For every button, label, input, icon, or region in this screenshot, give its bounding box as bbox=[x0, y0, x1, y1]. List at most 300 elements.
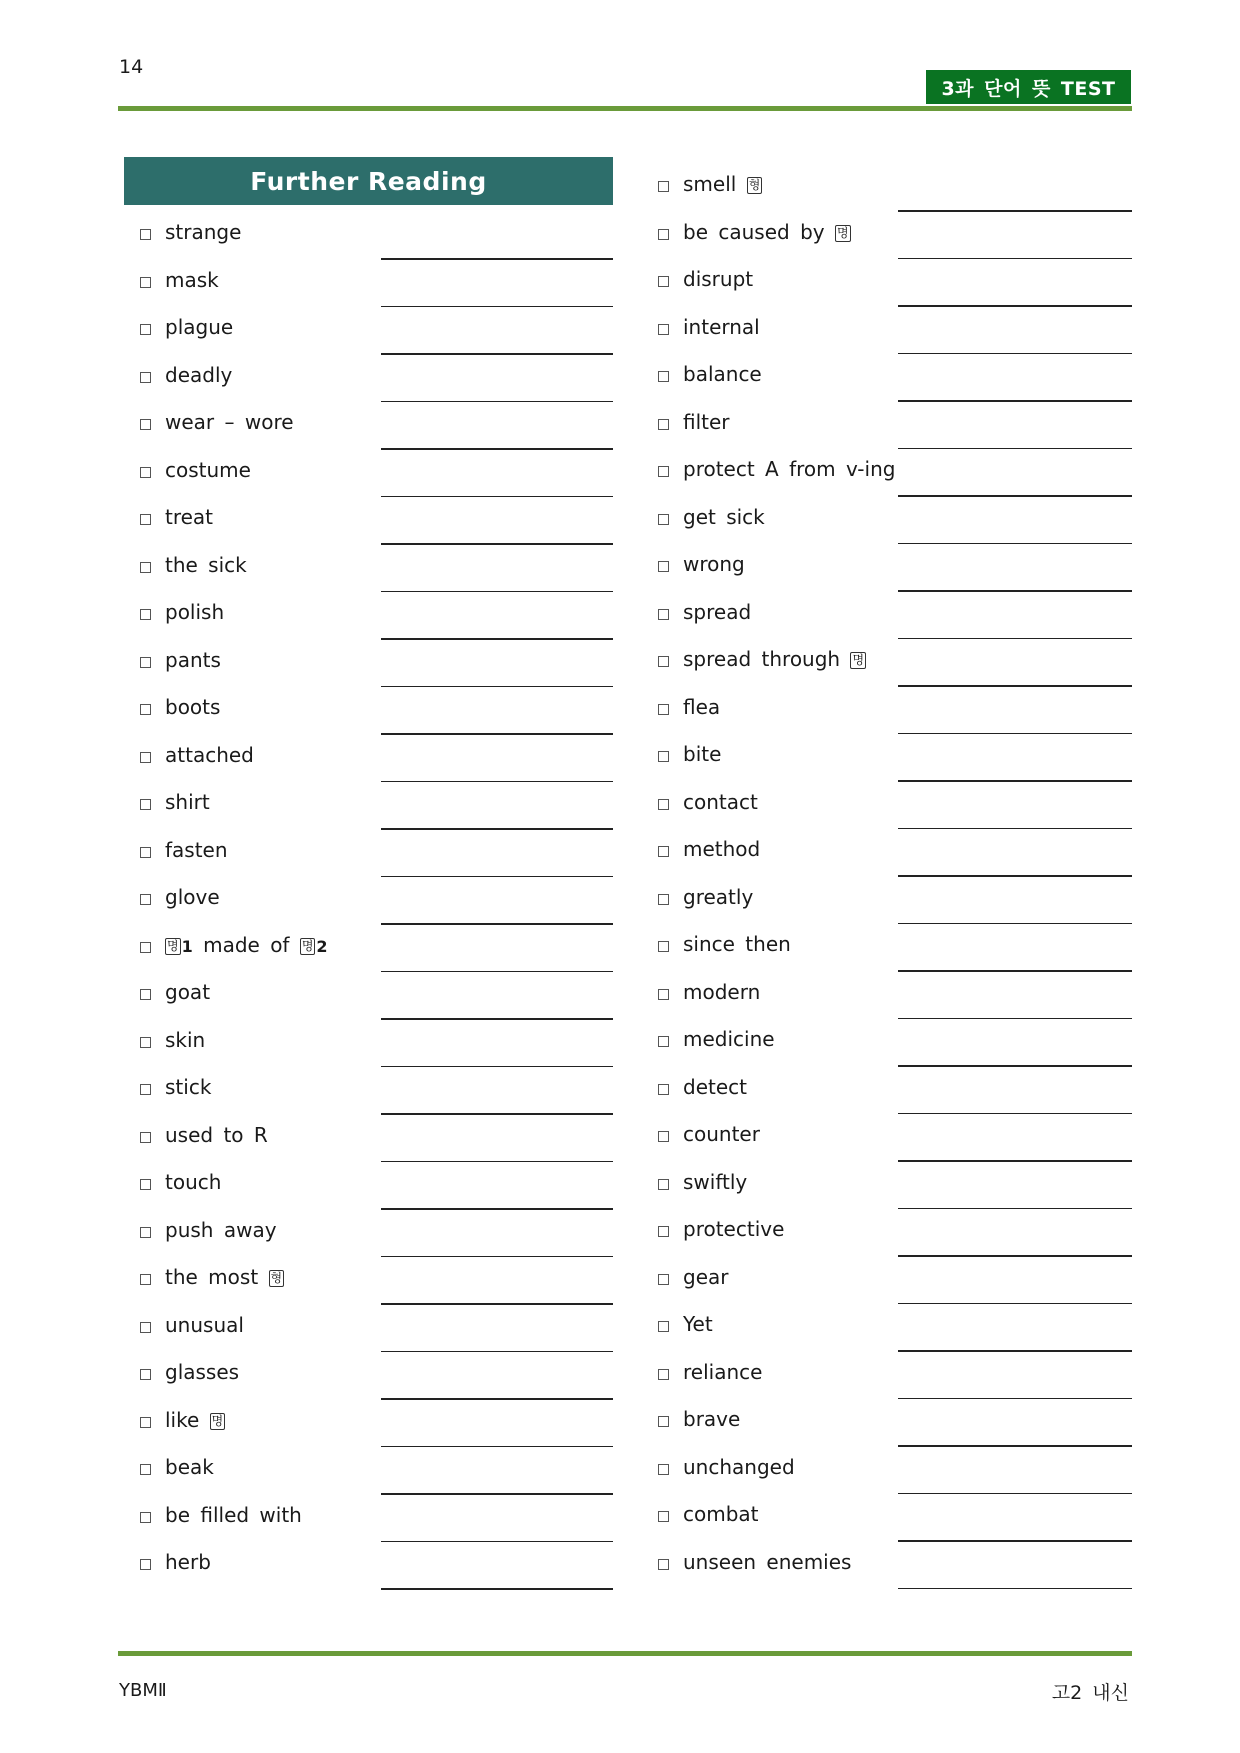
vocab-row bbox=[658, 1354, 1132, 1402]
answer-blank[interactable] bbox=[381, 638, 613, 640]
vocab-word bbox=[683, 1455, 795, 1479]
answer-blank[interactable] bbox=[898, 1493, 1132, 1495]
vocab-row bbox=[140, 1402, 613, 1450]
vocab-row bbox=[140, 689, 613, 737]
vocab-text: detect bbox=[683, 1074, 747, 1099]
vocab-text: gear bbox=[683, 1264, 729, 1289]
answer-blank[interactable] bbox=[898, 1540, 1132, 1542]
answer-blank[interactable] bbox=[381, 781, 613, 783]
vocab-row bbox=[140, 1117, 613, 1165]
vocab-text: beak bbox=[165, 1455, 214, 1479]
checkbox[interactable] bbox=[140, 324, 151, 335]
vocab-text: filter bbox=[683, 409, 730, 434]
vocab-row bbox=[658, 784, 1132, 832]
vocab-row bbox=[658, 499, 1132, 547]
answer-blank[interactable] bbox=[898, 828, 1132, 830]
vocab-text: deadly bbox=[165, 362, 233, 387]
checkbox[interactable] bbox=[140, 419, 151, 430]
vocab-row bbox=[658, 1544, 1132, 1592]
vocab-text: spread through bbox=[683, 647, 841, 671]
vocab-word bbox=[165, 933, 328, 957]
vocab-text: counter bbox=[683, 1122, 760, 1146]
answer-blank[interactable] bbox=[381, 1303, 613, 1305]
vocab-row bbox=[658, 1164, 1132, 1212]
answer-blank[interactable] bbox=[898, 305, 1132, 307]
vocab-word bbox=[683, 980, 760, 1004]
vocab-text: disrupt bbox=[683, 267, 754, 291]
vocab-text: polish bbox=[165, 600, 225, 624]
vocab-word bbox=[165, 743, 254, 767]
answer-blank[interactable] bbox=[898, 1113, 1132, 1115]
answer-blank[interactable] bbox=[898, 400, 1132, 402]
vocab-text: medicine bbox=[683, 1027, 775, 1051]
answer-blank[interactable] bbox=[898, 495, 1132, 497]
vocab-word bbox=[165, 1265, 284, 1289]
vocab-word bbox=[165, 1170, 221, 1194]
noun-tag: 명 bbox=[836, 225, 849, 240]
answer-blank[interactable] bbox=[381, 876, 613, 878]
answer-blank[interactable] bbox=[381, 1161, 613, 1163]
vocab-text: strange bbox=[165, 220, 242, 244]
vocab-row bbox=[140, 642, 613, 690]
vocab-text: spread bbox=[683, 599, 752, 624]
vocab-row bbox=[658, 261, 1132, 309]
vocab-word bbox=[683, 837, 760, 861]
vocab-text: touch bbox=[165, 1170, 222, 1194]
checkbox[interactable] bbox=[140, 942, 151, 953]
vocab-row bbox=[658, 1449, 1132, 1497]
checkbox[interactable] bbox=[140, 1179, 151, 1190]
answer-blank[interactable] bbox=[381, 923, 613, 925]
vocab-word bbox=[683, 172, 762, 196]
vocab-word bbox=[683, 552, 745, 576]
checkbox[interactable] bbox=[658, 1369, 669, 1380]
checkbox[interactable] bbox=[140, 514, 151, 525]
answer-blank[interactable] bbox=[898, 210, 1132, 212]
checkbox[interactable] bbox=[140, 1417, 151, 1428]
vocab-row bbox=[658, 1069, 1132, 1117]
vocab-text: fasten bbox=[165, 837, 228, 862]
checkbox[interactable] bbox=[140, 799, 151, 810]
vocab-text: glove bbox=[165, 885, 220, 909]
checkbox[interactable] bbox=[658, 181, 669, 192]
vocab-row bbox=[658, 1211, 1132, 1259]
checkbox[interactable] bbox=[658, 656, 669, 667]
vocab-row bbox=[140, 1259, 613, 1307]
vocab-row bbox=[658, 736, 1132, 784]
answer-blank[interactable] bbox=[381, 401, 613, 403]
vocab-row bbox=[658, 404, 1132, 452]
checkbox[interactable] bbox=[658, 1274, 669, 1285]
vocab-row bbox=[140, 832, 613, 880]
answer-blank[interactable] bbox=[381, 971, 613, 973]
header-rule bbox=[118, 106, 1132, 111]
checkbox[interactable] bbox=[658, 1084, 669, 1095]
vocab-text: wrong bbox=[683, 552, 745, 576]
answer-blank[interactable] bbox=[898, 1398, 1132, 1400]
vocab-row bbox=[658, 831, 1132, 879]
checkbox[interactable] bbox=[140, 1227, 151, 1238]
vocab-word bbox=[683, 220, 851, 244]
answer-blank[interactable] bbox=[898, 923, 1132, 925]
vocab-text: used to R bbox=[165, 1122, 268, 1147]
answer-blank[interactable] bbox=[381, 1398, 613, 1400]
vocab-word bbox=[165, 363, 232, 387]
vocab-row bbox=[140, 499, 613, 547]
checkbox[interactable] bbox=[658, 609, 669, 620]
vocab-text: glasses bbox=[165, 1360, 240, 1384]
vocab-word bbox=[683, 1550, 851, 1574]
checkbox[interactable] bbox=[658, 1464, 669, 1475]
checkbox[interactable] bbox=[658, 514, 669, 525]
vocab-word bbox=[165, 505, 213, 529]
vocab-word bbox=[165, 695, 220, 719]
vocab-text: push away bbox=[165, 1217, 277, 1242]
vocab-word bbox=[683, 742, 721, 766]
vocab-text: smell bbox=[683, 172, 737, 196]
answer-blank[interactable] bbox=[898, 1350, 1132, 1352]
adjective-tag: 형 bbox=[748, 178, 761, 192]
vocab-word bbox=[165, 1218, 277, 1242]
checkbox[interactable] bbox=[658, 1511, 669, 1522]
checkbox[interactable] bbox=[140, 467, 151, 478]
vocab-row bbox=[658, 926, 1132, 974]
vocab-word bbox=[165, 553, 247, 577]
vocab-row bbox=[658, 1259, 1132, 1307]
vocab-text: boots bbox=[165, 695, 221, 719]
answer-blank[interactable] bbox=[381, 353, 613, 355]
answer-blank[interactable] bbox=[381, 1113, 613, 1115]
answer-blank[interactable] bbox=[898, 543, 1132, 545]
section-title: Further Reading bbox=[124, 157, 613, 205]
vocab-text: get sick bbox=[683, 504, 765, 529]
answer-blank[interactable] bbox=[898, 1445, 1132, 1447]
vocab-word bbox=[165, 315, 233, 339]
vocab-row bbox=[140, 1544, 613, 1592]
answer-blank[interactable] bbox=[381, 828, 613, 830]
header-badge: 3과 단어 뜻 TEST bbox=[926, 70, 1131, 104]
vocab-text: modern bbox=[683, 979, 761, 1004]
vocab-word bbox=[165, 1123, 268, 1147]
vocab-word bbox=[683, 1170, 747, 1194]
vocab-text: pants bbox=[165, 647, 221, 672]
vocab-word bbox=[683, 932, 791, 956]
vocab-text: made of bbox=[203, 932, 290, 957]
vocab-word bbox=[683, 885, 753, 909]
vocab-word bbox=[165, 980, 210, 1004]
answer-blank[interactable] bbox=[898, 638, 1132, 640]
checkbox[interactable] bbox=[658, 229, 669, 240]
answer-blank[interactable] bbox=[898, 733, 1132, 735]
answer-blank[interactable] bbox=[898, 1303, 1132, 1305]
vocab-row bbox=[140, 1164, 613, 1212]
answer-blank[interactable] bbox=[381, 733, 613, 735]
vocab-row bbox=[658, 1116, 1132, 1164]
noun-tag: 명 bbox=[301, 938, 314, 953]
answer-blank[interactable] bbox=[381, 1351, 613, 1353]
answer-blank[interactable] bbox=[381, 1208, 613, 1210]
vocab-row bbox=[140, 357, 613, 405]
vocab-text: mask bbox=[165, 267, 219, 292]
vocab-row bbox=[140, 262, 613, 310]
vocab-row bbox=[140, 1449, 613, 1497]
vocab-row bbox=[140, 309, 613, 357]
vocab-row bbox=[140, 1307, 613, 1355]
checkbox[interactable] bbox=[140, 894, 151, 905]
answer-blank[interactable] bbox=[898, 1160, 1132, 1162]
checkbox[interactable] bbox=[658, 1416, 669, 1427]
answer-blank[interactable] bbox=[898, 448, 1132, 450]
answer-blank[interactable] bbox=[898, 1065, 1132, 1067]
vocab-row bbox=[140, 1497, 613, 1545]
vocab-row bbox=[140, 1212, 613, 1260]
vocab-word bbox=[165, 1550, 211, 1574]
checkbox[interactable] bbox=[140, 1559, 151, 1570]
vocab-row bbox=[658, 451, 1132, 499]
checkbox[interactable] bbox=[140, 372, 151, 383]
vocab-text: be caused by bbox=[683, 219, 825, 244]
vocab-row bbox=[140, 214, 613, 262]
answer-blank[interactable] bbox=[381, 591, 613, 593]
answer-blank[interactable] bbox=[381, 686, 613, 688]
answer-blank[interactable] bbox=[898, 970, 1132, 972]
vocab-text: bite bbox=[683, 742, 722, 766]
vocab-row bbox=[140, 784, 613, 832]
vocab-word bbox=[165, 1075, 211, 1099]
noun-tag: 명 bbox=[167, 938, 179, 953]
checkbox[interactable] bbox=[658, 1179, 669, 1190]
vocab-word bbox=[683, 1265, 728, 1289]
vocab-row bbox=[658, 356, 1132, 404]
vocab-word bbox=[165, 1028, 205, 1052]
vocab-text: skin bbox=[165, 1027, 206, 1052]
vocab-word bbox=[165, 648, 221, 672]
answer-blank[interactable] bbox=[381, 306, 613, 308]
answer-blank[interactable] bbox=[381, 258, 613, 260]
answer-blank[interactable] bbox=[898, 353, 1132, 355]
vocab-word bbox=[165, 1408, 225, 1432]
vocab-text: attached bbox=[165, 742, 254, 767]
answer-blank[interactable] bbox=[898, 1018, 1132, 1020]
vocab-text: the most bbox=[165, 1265, 259, 1289]
checkbox[interactable] bbox=[140, 562, 151, 573]
vocab-word bbox=[165, 600, 224, 624]
checkbox[interactable] bbox=[658, 1131, 669, 1142]
tag-number: 1 bbox=[181, 936, 193, 956]
answer-blank[interactable] bbox=[898, 1208, 1132, 1210]
footer-grade: 고2 내신 bbox=[1051, 1682, 1129, 1704]
checkbox[interactable] bbox=[658, 1226, 669, 1237]
vocab-row bbox=[140, 974, 613, 1022]
checkbox[interactable] bbox=[658, 1321, 669, 1332]
answer-blank[interactable] bbox=[898, 685, 1132, 687]
vocab-word bbox=[683, 600, 751, 624]
vocab-text: internal bbox=[683, 314, 760, 339]
vocab-word bbox=[683, 315, 760, 339]
vocab-row bbox=[658, 594, 1132, 642]
checkbox[interactable] bbox=[140, 1132, 151, 1143]
checkbox[interactable] bbox=[658, 419, 669, 430]
vocab-word bbox=[683, 362, 762, 386]
vocab-word bbox=[683, 1027, 775, 1051]
footer-publisher: YBMⅡ bbox=[119, 1680, 167, 1701]
vocab-row bbox=[658, 166, 1132, 214]
vocab-word bbox=[165, 1455, 214, 1479]
answer-blank[interactable] bbox=[381, 1256, 613, 1258]
answer-blank[interactable] bbox=[898, 1588, 1132, 1590]
vocab-text: costume bbox=[165, 457, 251, 482]
vocab-word bbox=[165, 458, 251, 482]
vocab-text: goat bbox=[165, 980, 211, 1004]
answer-blank[interactable] bbox=[381, 1588, 613, 1590]
vocab-text: stick bbox=[165, 1075, 212, 1099]
vocab-row bbox=[140, 1354, 613, 1402]
vocab-text: protective bbox=[683, 1217, 785, 1241]
vocab-word bbox=[683, 647, 866, 671]
checkbox[interactable] bbox=[140, 1084, 151, 1095]
vocab-text: treat bbox=[165, 505, 214, 529]
vocab-row bbox=[658, 1021, 1132, 1069]
checkbox[interactable] bbox=[140, 1274, 151, 1285]
vocab-text: unusual bbox=[165, 1312, 244, 1337]
answer-blank[interactable] bbox=[381, 1066, 613, 1068]
vocab-text: swiftly bbox=[683, 1169, 748, 1194]
answer-blank[interactable] bbox=[381, 496, 613, 498]
vocab-text: plague bbox=[165, 315, 234, 339]
answer-blank[interactable] bbox=[381, 448, 613, 450]
vocab-row bbox=[140, 737, 613, 785]
page-number: 14 bbox=[119, 56, 144, 78]
vocab-word bbox=[683, 1407, 740, 1431]
vocab-text: combat bbox=[683, 1502, 759, 1526]
answer-blank[interactable] bbox=[898, 780, 1132, 782]
checkbox[interactable] bbox=[658, 751, 669, 762]
vocab-word bbox=[683, 1122, 760, 1146]
vocab-word bbox=[165, 885, 220, 909]
checkbox[interactable] bbox=[140, 657, 151, 668]
checkbox[interactable] bbox=[658, 894, 669, 905]
vocab-word bbox=[165, 268, 219, 292]
checkbox[interactable] bbox=[658, 371, 669, 382]
checkbox[interactable] bbox=[658, 704, 669, 715]
answer-blank[interactable] bbox=[898, 590, 1132, 592]
vocab-word bbox=[683, 410, 730, 434]
vocab-word bbox=[165, 1503, 302, 1527]
checkbox[interactable] bbox=[658, 846, 669, 857]
vocab-text: unchanged bbox=[683, 1454, 795, 1479]
noun-tag: 명 bbox=[852, 653, 865, 667]
vocab-text: shirt bbox=[165, 790, 210, 814]
answer-blank[interactable] bbox=[381, 1541, 613, 1543]
checkbox[interactable] bbox=[140, 847, 151, 858]
vocab-row bbox=[140, 594, 613, 642]
checkbox[interactable] bbox=[140, 1369, 151, 1380]
vocab-word bbox=[165, 410, 294, 434]
checkbox[interactable] bbox=[658, 561, 669, 572]
vocab-text: since then bbox=[683, 932, 791, 956]
vocab-text: the sick bbox=[165, 552, 247, 577]
checkbox[interactable] bbox=[658, 324, 669, 335]
vocab-word bbox=[165, 1360, 239, 1384]
checkbox[interactable] bbox=[658, 276, 669, 287]
checkbox[interactable] bbox=[140, 229, 151, 240]
vocab-text: balance bbox=[683, 362, 762, 386]
noun-tag: 명 bbox=[211, 1413, 224, 1428]
vocab-row bbox=[140, 404, 613, 452]
vocab-word bbox=[683, 267, 753, 291]
checkbox[interactable] bbox=[658, 1559, 669, 1570]
vocab-text: protect A from v-ing bbox=[683, 457, 896, 481]
answer-blank[interactable] bbox=[898, 258, 1132, 260]
checkbox[interactable] bbox=[140, 752, 151, 763]
checkbox[interactable] bbox=[140, 989, 151, 1000]
vocab-word bbox=[683, 1075, 747, 1099]
vocab-text: method bbox=[683, 837, 761, 861]
vocab-row bbox=[658, 546, 1132, 594]
vocab-row bbox=[658, 1496, 1132, 1544]
vocab-text: contact bbox=[683, 789, 758, 814]
vocab-row bbox=[658, 1401, 1132, 1449]
checkbox[interactable] bbox=[658, 799, 669, 810]
vocab-word bbox=[165, 1313, 244, 1337]
vocab-row bbox=[658, 974, 1132, 1022]
vocab-text: greatly bbox=[683, 884, 754, 909]
vocab-word bbox=[683, 790, 758, 814]
checkbox[interactable] bbox=[658, 989, 669, 1000]
vocab-row bbox=[140, 879, 613, 927]
answer-blank[interactable] bbox=[898, 1255, 1132, 1257]
checkbox[interactable] bbox=[140, 1037, 151, 1048]
vocab-text: be filled with bbox=[165, 1502, 302, 1527]
checkbox[interactable] bbox=[658, 941, 669, 952]
answer-blank[interactable] bbox=[381, 1446, 613, 1448]
checkbox[interactable] bbox=[140, 704, 151, 715]
answer-blank[interactable] bbox=[381, 1018, 613, 1020]
vocab-text: unseen enemies bbox=[683, 1549, 852, 1574]
adjective-tag: 형 bbox=[270, 1271, 283, 1285]
checkbox[interactable] bbox=[140, 1322, 151, 1333]
tag-number: 2 bbox=[316, 936, 328, 956]
checkbox[interactable] bbox=[140, 609, 151, 620]
checkbox[interactable] bbox=[658, 1036, 669, 1047]
vocab-row bbox=[658, 641, 1132, 689]
vocab-row bbox=[658, 309, 1132, 357]
checkbox[interactable] bbox=[140, 1512, 151, 1523]
vocab-text: herb bbox=[165, 1550, 211, 1574]
vocab-row bbox=[658, 879, 1132, 927]
vocab-word bbox=[683, 1360, 762, 1384]
vocab-word bbox=[683, 1217, 784, 1241]
vocab-word bbox=[683, 695, 720, 719]
checkbox[interactable] bbox=[140, 277, 151, 288]
vocab-word bbox=[165, 838, 228, 862]
checkbox[interactable] bbox=[658, 466, 669, 477]
vocab-word bbox=[165, 220, 241, 244]
checkbox[interactable] bbox=[140, 1464, 151, 1475]
answer-blank[interactable] bbox=[381, 543, 613, 545]
vocab-word bbox=[683, 1502, 759, 1526]
vocab-row bbox=[140, 547, 613, 595]
vocab-text: brave bbox=[683, 1407, 741, 1431]
vocab-row bbox=[658, 214, 1132, 262]
vocab-row bbox=[658, 1306, 1132, 1354]
vocab-text: Yet bbox=[683, 1312, 713, 1336]
vocab-row bbox=[140, 1022, 613, 1070]
answer-blank[interactable] bbox=[381, 1493, 613, 1495]
vocab-text: wear – wore bbox=[165, 410, 294, 434]
vocab-row bbox=[140, 452, 613, 500]
answer-blank[interactable] bbox=[898, 875, 1132, 877]
